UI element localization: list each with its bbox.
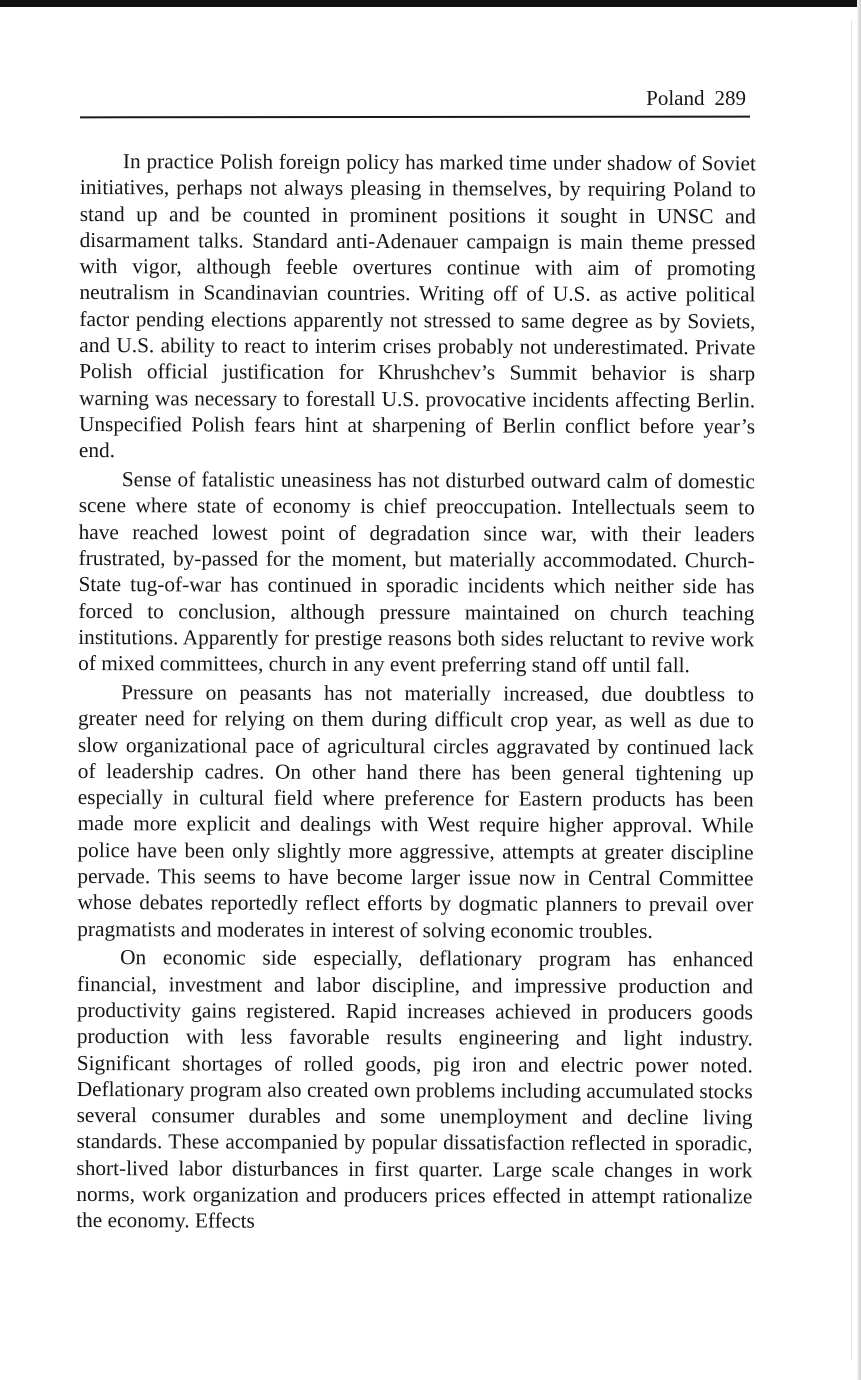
paragraph-peasants: Pressure on peasants has not materially increased, due doubtless to greater need for relying on them during difficult crop year, as well as due to slow organizational pace of agricultural circles aggravated by continued lack of leadership cadres. On other hand there has been general tightening up especially in cultural field where preference for Eastern products has been made more explicit and dealings with West require higher approval. While police have been only slightly more aggressive, attempts at greater discipline pervade. This seems to have become larger issue now in Central Committee whose debates reportedly reflect efforts by dogmatic planners to prevail over pragmatists and moderates in interest of solving economic troubles.	[77, 680, 755, 943]
running-head	[80, 84, 746, 114]
running-head-section: Poland	[646, 86, 705, 110]
scan-right-edge	[857, 0, 861, 1380]
page-number: 289	[714, 86, 746, 110]
paragraph-domestic-scene: Sense of fatalistic uneasiness has not disturbed outward calm of domestic scene where state of economy is chief preoccupation. Intellectuals seem to have reached lowest point of degradation since war, with their leaders frustrated, by-passed for the moment, but materially accommodated. Church-State tug-of-war has continued in sporadic incidents which neither side has forced to conclusion, although pressure maintained on church teaching institutions. Apparently for prestige reasons both sides reluctant to revive work of mixed committees, church in any event preferring stand off until fall.	[78, 467, 755, 678]
paragraph-economy: On economic side especially, deflationary program has enhanced financial, investment and labor discipline, and impressive production and productivity gains registered. Rapid increases achieved in producers goods production with less favorable results engineering and light industry. Significant shortages of rolled goods, pig iron and electric power noted. Deflationary program also created own problems including accumulated stocks several consumer durables and some unemployment and decline living standards. These accompanied by popular dissatisfaction reflected in sporadic, short-lived labor disturbances in first quarter. Large scale changes in work norms, work organization and producers prices effected in attempt rationalize the economy. Effects	[76, 945, 754, 1233]
paragraph-foreign-policy: In practice Polish foreign policy has marked time under shadow of Soviet initiatives, perhaps not always pleasing in themselves, by requiring Poland to stand up and be counted in prominent positions it sought in UNSC and disarmament talks. Standard anti-Adenauer campaign is main theme pressed with vigor, although feeble overtures continue with aim of promoting neutralism in Scandinavian countries. Writing off of U.S. as active political factor pending elections apparently not stressed to same degree as by Soviets, and U.S. ability to react to interim crises probably not underestimated. Private Polish official justification for Khrushchev’s Summit behavior is sharp warning was necessary to forestall U.S. provocative incidents affecting Berlin. Unspecified Polish fears hint at sharpening of Berlin conflict before year’s end.	[78, 149, 756, 463]
scan-gutter-line	[851, 20, 852, 1360]
scan-top-edge	[0, 0, 861, 7]
header-rule	[80, 116, 750, 119]
body-text	[76, 148, 756, 1236]
